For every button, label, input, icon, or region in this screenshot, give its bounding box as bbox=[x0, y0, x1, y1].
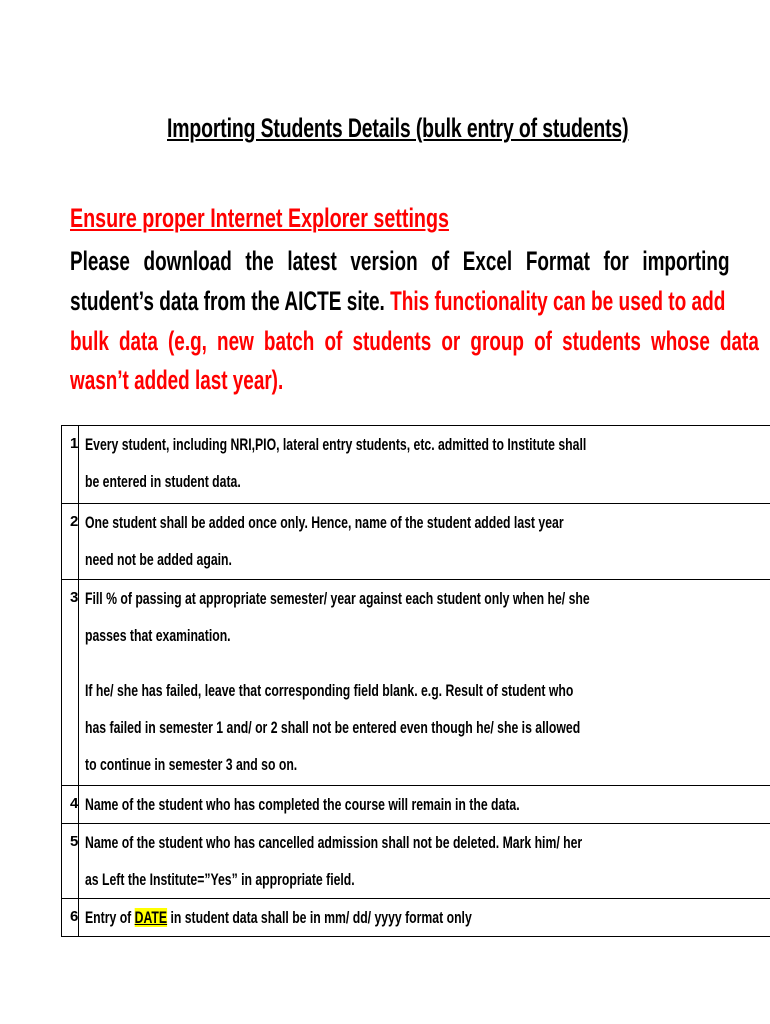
rule-text-cell bbox=[79, 426, 770, 504]
intro-line-1: Please download the latest version of Excel Format for importing bbox=[70, 246, 730, 276]
rule-line: Name of the student who has completed the course will remain in the data. bbox=[85, 795, 520, 814]
rule-prefix: Entry of bbox=[85, 908, 135, 927]
rule-number-cell bbox=[62, 580, 79, 786]
rule-line: If he/ she has failed, leave that corresponding field blank. e.g. Result of student who bbox=[85, 681, 574, 700]
rule-text bbox=[85, 504, 639, 578]
date-highlight: DATE bbox=[134, 908, 168, 927]
rules-table bbox=[61, 425, 770, 937]
rule-line: One student shall be added once only. Hence, name of the student added last year bbox=[85, 513, 564, 532]
rule-suffix: in student data shall be in mm/ dd/ yyyy format only bbox=[167, 908, 473, 927]
rule-text bbox=[85, 786, 639, 823]
intro-line-2 bbox=[70, 286, 725, 317]
table-row bbox=[62, 504, 770, 580]
rule-number-cell bbox=[62, 786, 79, 824]
rule-text-cell bbox=[79, 824, 770, 899]
table-row bbox=[62, 426, 770, 504]
table-row bbox=[62, 580, 770, 786]
intro-line-2-red: This functionality can be used to add bbox=[390, 286, 726, 316]
rule-text-cell bbox=[79, 580, 770, 786]
rule-number-cell bbox=[62, 899, 79, 937]
rule-number: 2 bbox=[70, 513, 79, 530]
rule-text-cell bbox=[79, 504, 770, 580]
rule-text bbox=[85, 580, 639, 783]
rule-line: passes that examination. bbox=[85, 626, 231, 645]
rule-number-cell bbox=[62, 426, 79, 504]
rule-number: 6 bbox=[70, 908, 79, 925]
rule-line bbox=[85, 899, 647, 936]
rule-line: need not be added again. bbox=[85, 550, 233, 569]
rule-line: as Left the Institute=”Yes” in appropriate field. bbox=[85, 870, 356, 889]
rule-line: to continue in semester 3 and so on. bbox=[85, 755, 298, 774]
rule-number-cell bbox=[62, 824, 79, 899]
rule-text-cell bbox=[79, 899, 770, 937]
intro-line-2-black: student’s data from the AICTE site. bbox=[70, 286, 391, 316]
rule-number: 4 bbox=[70, 795, 79, 812]
rule-line: has failed in semester 1 and/ or 2 shall not be entered even though he/ she is allowed bbox=[85, 718, 581, 737]
settings-heading: Ensure proper Internet Explorer settings bbox=[70, 203, 449, 233]
document-title: Importing Students Details (bulk entry of students) bbox=[167, 113, 629, 143]
rule-line: Every student, including NRI,PIO, lateral entry students, etc. admitted to Institute shall bbox=[85, 435, 587, 454]
rule-number-cell bbox=[62, 504, 79, 580]
rule-text bbox=[85, 824, 639, 898]
table-row bbox=[62, 824, 770, 899]
rule-line: Name of the student who has cancelled admission shall not be deleted. Mark him/ her bbox=[85, 833, 583, 852]
rule-spacer bbox=[85, 654, 647, 672]
rule-text bbox=[85, 899, 639, 936]
table-row bbox=[62, 786, 770, 824]
intro-line-3: bulk data (e.g, new batch of students or group of students whose data bbox=[70, 326, 759, 356]
intro-line-4: wasn’t added last year). bbox=[70, 365, 284, 395]
rule-line: Fill % of passing at appropriate semester/ year against each student only when he/ she bbox=[85, 589, 591, 608]
rule-line: be entered in student data. bbox=[85, 472, 242, 491]
table-row bbox=[62, 899, 770, 937]
rule-number: 5 bbox=[70, 833, 79, 850]
rule-text bbox=[85, 426, 639, 500]
rule-number: 1 bbox=[70, 435, 79, 452]
rule-text-cell bbox=[79, 786, 770, 824]
rule-number: 3 bbox=[70, 589, 79, 606]
